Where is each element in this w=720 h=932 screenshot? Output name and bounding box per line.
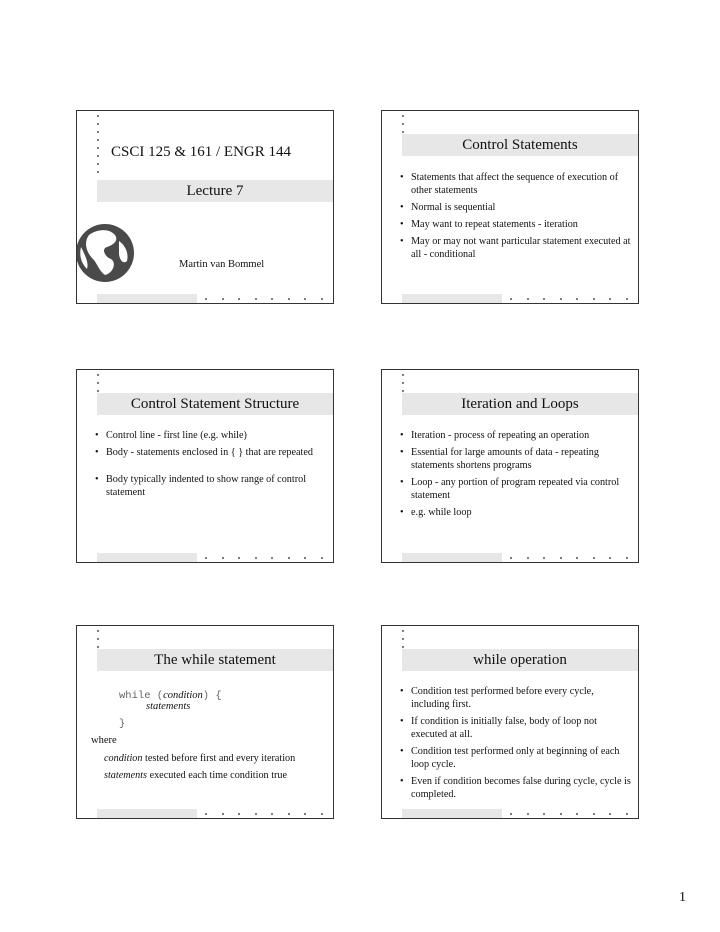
horizontal-dots-decoration bbox=[510, 813, 628, 815]
code-close-brace: } bbox=[119, 718, 126, 730]
code-keyword: while ( bbox=[119, 690, 164, 702]
slide-1-title bbox=[76, 110, 334, 304]
globe-icon bbox=[76, 219, 139, 285]
list-item: • Statements that affect the sequence of execution of other statements bbox=[400, 171, 632, 197]
bullet-list bbox=[400, 429, 632, 523]
author-name: Martin van Bommel bbox=[179, 259, 265, 270]
list-item: • Body typically indented to show range of control statement bbox=[95, 473, 327, 499]
footer-band bbox=[97, 294, 197, 303]
slide-title: Iteration and Loops bbox=[402, 393, 638, 415]
list-item: • Control line - first line (e.g. while) bbox=[95, 429, 327, 442]
horizontal-dots-decoration bbox=[205, 557, 323, 559]
list-item: • Body - statements enclosed in { } that are repeated bbox=[95, 446, 327, 459]
slide-2-control-statements bbox=[381, 110, 639, 304]
list-item: • e.g. while loop bbox=[400, 506, 632, 519]
list-item: • Condition test performed only at beginning of each loop cycle. bbox=[400, 745, 632, 771]
list-item: • May want to repeat statements - iteration bbox=[400, 218, 632, 231]
bullet-list bbox=[95, 429, 327, 503]
slide-6-while-operation bbox=[381, 625, 639, 819]
where-label: where bbox=[91, 735, 117, 746]
horizontal-dots-decoration bbox=[510, 557, 628, 559]
description-text: tested before first and every iteration bbox=[142, 753, 296, 764]
footer-band bbox=[97, 553, 197, 562]
term-condition: condition bbox=[104, 753, 143, 764]
slide-title: while operation bbox=[402, 649, 638, 671]
list-item: • Normal is sequential bbox=[400, 201, 632, 214]
list-item: • Essential for large amounts of data - repeating statements shortens programs bbox=[400, 446, 632, 472]
slide-title: Control Statements bbox=[402, 134, 638, 156]
page-number: 1 bbox=[679, 890, 686, 905]
list-item: • Condition test performed before every cycle, including first. bbox=[400, 685, 632, 711]
slide-5-while-statement bbox=[76, 625, 334, 819]
horizontal-dots-decoration bbox=[205, 813, 323, 815]
list-item: • Loop - any portion of program repeated via control statement bbox=[400, 476, 632, 502]
footer-band bbox=[402, 553, 502, 562]
code-statements: statements bbox=[146, 701, 191, 712]
code-condition: condition bbox=[163, 690, 203, 701]
bullet-list bbox=[400, 685, 632, 805]
vertical-dots-decoration bbox=[97, 115, 101, 179]
code-open-brace: ) { bbox=[202, 690, 222, 702]
horizontal-dots-decoration bbox=[510, 298, 628, 300]
slide-3-control-structure bbox=[76, 369, 334, 563]
description-statements bbox=[104, 770, 287, 781]
term-statements: statements bbox=[104, 770, 148, 781]
list-item: • If condition is initially false, body of loop not executed at all. bbox=[400, 715, 632, 741]
footer-band bbox=[402, 809, 502, 818]
list-item: • Iteration - process of repeating an operation bbox=[400, 429, 632, 442]
slide-title: The while statement bbox=[97, 649, 333, 671]
footer-band bbox=[402, 294, 502, 303]
course-title: CSCI 125 & 161 / ENGR 144 bbox=[111, 144, 292, 160]
footer-band bbox=[97, 809, 197, 818]
slide-4-iteration-loops bbox=[381, 369, 639, 563]
description-condition bbox=[104, 753, 295, 764]
slide-title: Control Statement Structure bbox=[97, 393, 333, 415]
horizontal-dots-decoration bbox=[205, 298, 323, 300]
description-text: executed each time condition true bbox=[147, 770, 288, 781]
lecture-title: Lecture 7 bbox=[97, 180, 333, 202]
bullet-list bbox=[400, 171, 632, 265]
list-item: • Even if condition becomes false during cycle, cycle is completed. bbox=[400, 775, 632, 801]
list-item: • May or may not want particular statement executed at all - conditional bbox=[400, 235, 632, 261]
